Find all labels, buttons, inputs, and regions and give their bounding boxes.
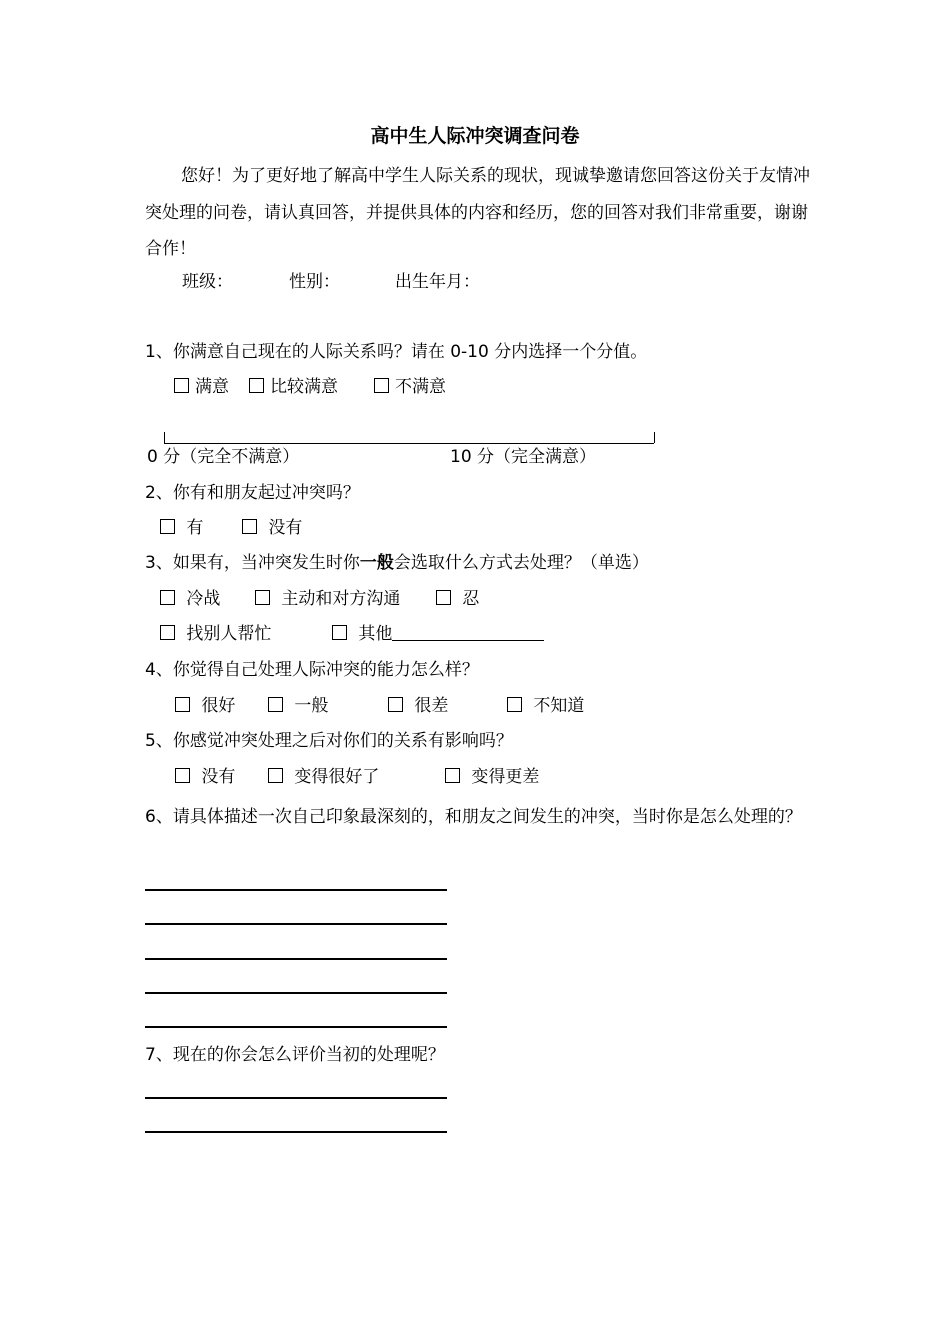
checkbox-icon[interactable]	[332, 625, 347, 640]
q4-option-4[interactable]: 不知道	[507, 694, 584, 718]
question-3: 3、如果有，当冲突发生时你一般会选取什么方式去处理？（单选）	[145, 553, 649, 573]
q5-option-2[interactable]: 变得很好了	[268, 765, 379, 789]
checkbox-icon[interactable]	[242, 519, 257, 534]
q6-answer-line[interactable]	[145, 958, 447, 960]
q5-option-1[interactable]: 没有	[175, 765, 235, 789]
scale-tick-left	[164, 432, 165, 443]
q1-option-3[interactable]: 不满意	[374, 375, 446, 399]
q1-option-2[interactable]: 比较满意	[249, 375, 338, 399]
checkbox-icon[interactable]	[507, 697, 522, 712]
q6-answer-line[interactable]	[145, 1026, 447, 1028]
checkbox-icon[interactable]	[160, 590, 175, 605]
checkbox-icon[interactable]	[436, 590, 451, 605]
q6-answer-line[interactable]	[145, 889, 447, 891]
question-5: 5、你感觉冲突处理之后对你们的关系有影响吗？	[145, 731, 513, 751]
checkbox-icon[interactable]	[388, 697, 403, 712]
scale-max-label: 10 分（完全满意）	[450, 447, 597, 467]
checkbox-icon[interactable]	[175, 768, 190, 783]
q4-option-1[interactable]: 很好	[175, 694, 235, 718]
q7-answer-line[interactable]	[145, 1097, 447, 1099]
checkbox-icon[interactable]	[445, 768, 460, 783]
q3-option-2[interactable]: 主动和对方沟通	[255, 587, 400, 611]
class-label: 班级：	[182, 272, 233, 292]
checkbox-icon[interactable]	[174, 378, 189, 393]
checkbox-icon[interactable]	[249, 378, 264, 393]
checkbox-icon[interactable]	[175, 697, 190, 712]
gender-label: 性别：	[289, 272, 340, 292]
checkbox-icon[interactable]	[160, 625, 175, 640]
intro-paragraph: 您好！为了更好地了解高中学生人际关系的现状，现诚挚邀请您回答这份关于友情冲突处理的问卷，请认真回答，并提供具体的内容和经历，您的回答对我们非常重要，谢谢合作！	[145, 166, 810, 259]
q3-option-1[interactable]: 冷战	[160, 587, 220, 611]
score-scale-line[interactable]	[164, 443, 654, 444]
q4-option-2[interactable]: 一般	[268, 694, 328, 718]
checkbox-icon[interactable]	[255, 590, 270, 605]
page-title: 高中生人际冲突调查问卷	[370, 125, 580, 147]
other-fill-blank[interactable]	[392, 622, 544, 641]
q1-option-1[interactable]: 满意	[174, 375, 229, 399]
checkbox-icon[interactable]	[160, 519, 175, 534]
q6-answer-line[interactable]	[145, 992, 447, 994]
checkbox-icon[interactable]	[268, 697, 283, 712]
question-2: 2、你有和朋友起过冲突吗？	[145, 483, 360, 503]
question-4: 4、你觉得自己处理人际冲突的能力怎么样？	[145, 660, 479, 680]
q3-option-4[interactable]: 找别人帮忙	[160, 622, 271, 646]
q2-option-1[interactable]: 有	[160, 516, 203, 540]
question-1: 1、你满意自己现在的人际关系吗？请在 0-10 分内选择一个分值。	[145, 342, 648, 362]
q3-option-5[interactable]: 其他	[332, 622, 544, 646]
q2-option-2[interactable]: 没有	[242, 516, 302, 540]
q6-answer-line[interactable]	[145, 923, 447, 925]
checkbox-icon[interactable]	[268, 768, 283, 783]
question-6: 6、请具体描述一次自己印象最深刻的，和朋友之间发生的冲突，当时你是怎么处理的？	[145, 807, 802, 827]
birth-label: 出生年月：	[395, 272, 480, 292]
checkbox-icon[interactable]	[374, 378, 389, 393]
scale-tick-right	[654, 432, 655, 443]
scale-min-label: 0 分（完全不满意）	[147, 447, 300, 467]
q3-option-3[interactable]: 忍	[436, 587, 479, 611]
q7-answer-line[interactable]	[145, 1131, 447, 1133]
question-7: 7、现在的你会怎么评价当初的处理呢？	[145, 1045, 445, 1065]
q5-option-3[interactable]: 变得更差	[445, 765, 539, 789]
q4-option-3[interactable]: 很差	[388, 694, 448, 718]
